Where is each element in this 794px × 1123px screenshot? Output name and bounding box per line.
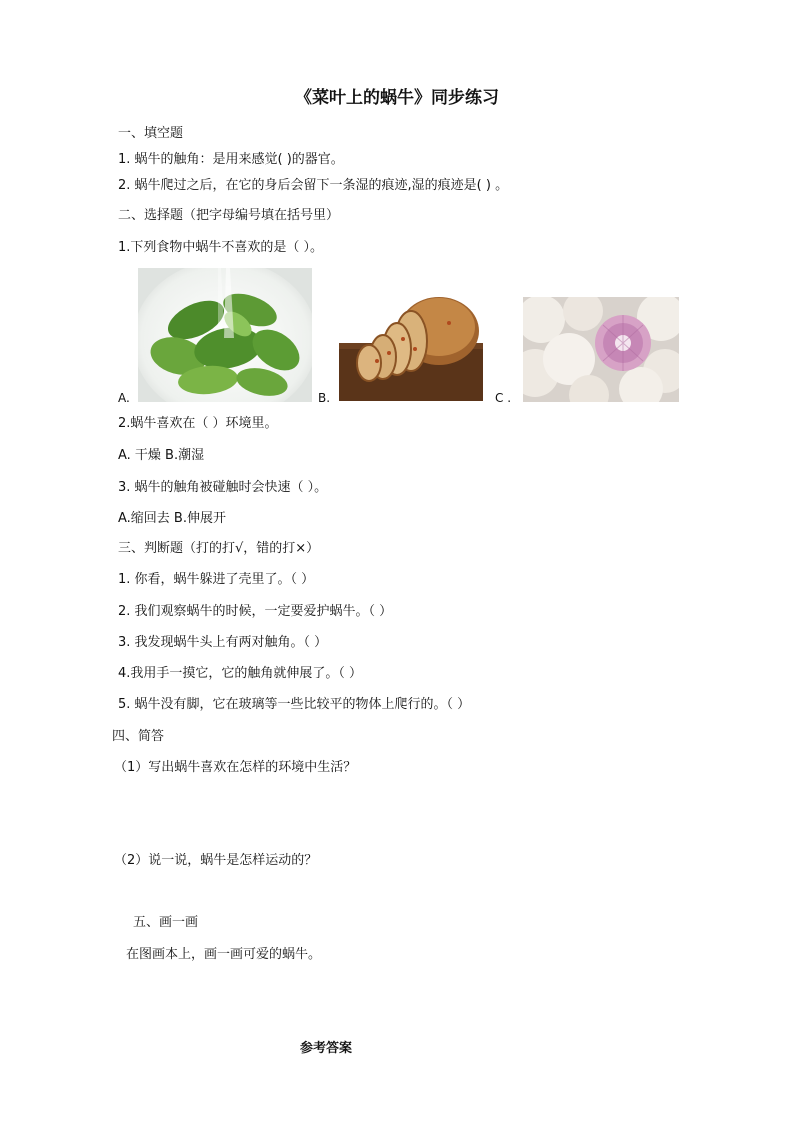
judge-item-1: 1. 你看，蜗牛躲进了壳里了。（ ）	[118, 572, 315, 587]
bread-photo	[339, 287, 483, 401]
short-answer-question-1: （1）写出蜗牛喜欢在怎样的环境中生活？	[114, 760, 357, 775]
choice-question-2-options: A. 干燥 B.潮湿	[118, 448, 205, 463]
page-title: 《菜叶上的蜗牛》同步练习	[295, 88, 499, 108]
option-b-label: B.	[318, 391, 331, 405]
fill-question-1: 1. 蜗牛的触角：是用来感觉( )的器官。	[118, 152, 344, 167]
fill-question-2: 2. 蜗牛爬过之后，在它的身后会留下一条湿的痕迹,湿的痕迹是( ) 。	[118, 178, 509, 193]
bread-icon	[339, 287, 483, 401]
section2-heading: 二、选择题（把字母编号填在括号里）	[118, 208, 340, 223]
spinach-icon	[138, 268, 312, 402]
option-a-label: A.	[118, 391, 130, 405]
section3-heading: 三、判断题（打的打√，错的打×）	[118, 541, 320, 556]
choice-question-1: 1.下列食物中蜗牛不喜欢的是（ ）。	[118, 240, 324, 255]
choice-question-3: 3. 蜗牛的触角被碰触时会快速（ ）。	[118, 480, 328, 495]
option-c-label: C .	[495, 391, 512, 405]
judge-item-3: 3. 我发现蜗牛头上有两对触角。（ ）	[118, 635, 328, 650]
short-answer-question-2: （2）说一说，蜗牛是怎样运动的？	[114, 853, 318, 868]
choice-question-3-options: A.缩回去 B.伸展开	[118, 511, 226, 526]
garlic-icon	[523, 297, 679, 402]
section4-heading: 四、简答	[112, 729, 165, 744]
choice-question-2: 2.蜗牛喜欢在（ ）环境里。	[118, 416, 278, 431]
garlic-photo	[523, 297, 679, 402]
judge-item-2: 2. 我们观察蜗牛的时候，一定要爱护蜗牛。（ ）	[118, 604, 393, 619]
answers-heading: 参考答案	[300, 1041, 353, 1056]
judge-item-4: 4.我用手一摸它，它的触角就伸展了。（ ）	[118, 666, 363, 681]
section5-heading: 五、画一画	[133, 915, 199, 930]
drawing-task: 在图画本上，画一画可爱的蜗牛。	[126, 947, 322, 962]
section1-heading: 一、填空题	[118, 126, 184, 141]
spinach-photo	[138, 268, 312, 402]
judge-item-5: 5. 蜗牛没有脚，它在玻璃等一些比较平的物体上爬行的。（ ）	[118, 697, 471, 712]
